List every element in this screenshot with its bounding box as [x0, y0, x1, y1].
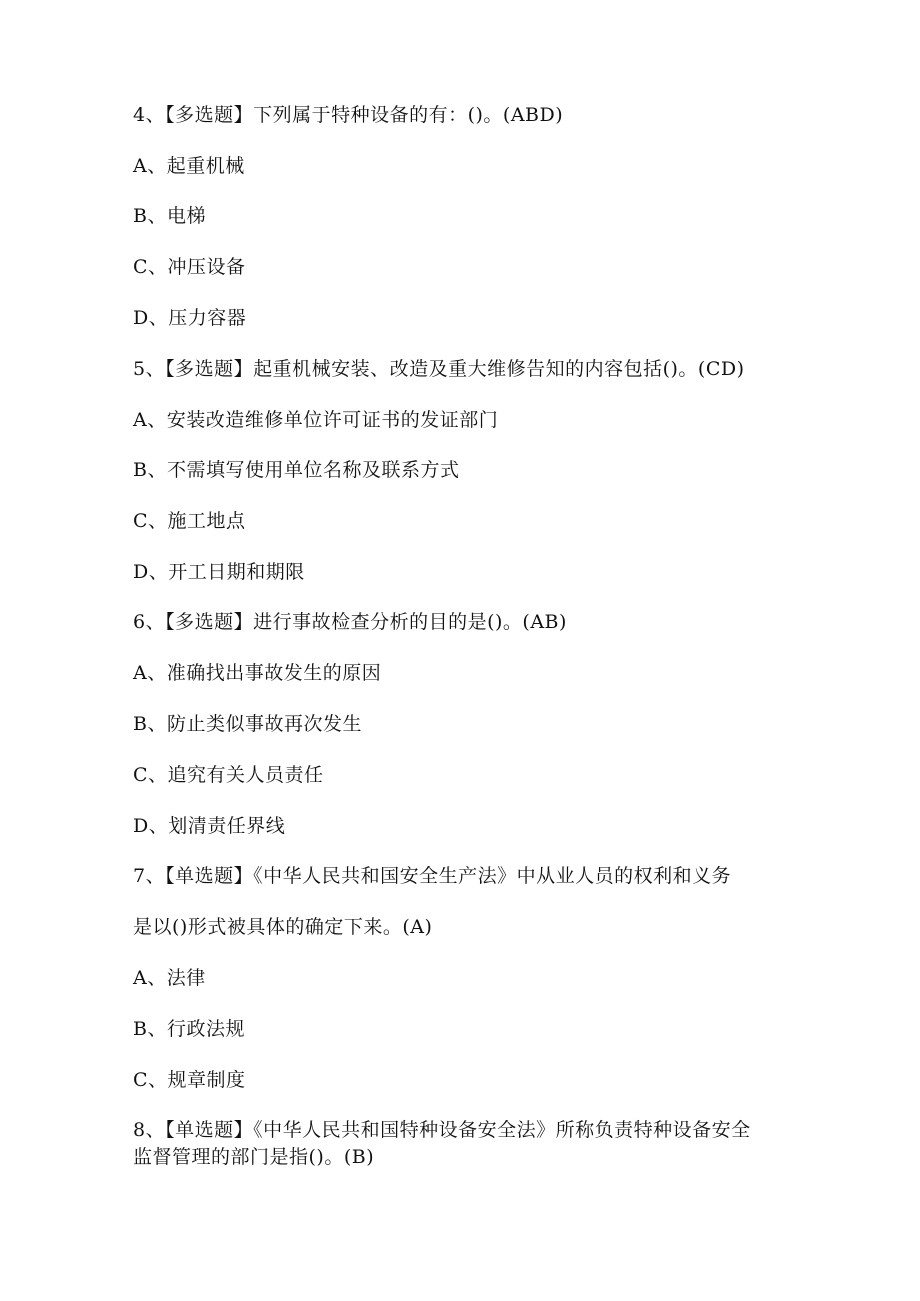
question-5-option-d: D、开工日期和期限 — [133, 561, 305, 583]
question-4-option-b: B、电梯 — [133, 205, 206, 227]
question-6-option-b: B、防止类似事故再次发生 — [133, 713, 362, 735]
question-4-option-c: C、冲压设备 — [133, 256, 246, 278]
question-6-option-a: A、准确找出事故发生的原因 — [133, 662, 382, 684]
question-6-option-d: D、划清责任界线 — [133, 815, 286, 837]
question-4-stem: 4、【多选题】下列属于特种设备的有：()。(ABD) — [133, 104, 564, 126]
question-4-option-a: A、起重机械 — [133, 155, 245, 177]
question-7-option-b: B、行政法规 — [133, 1018, 245, 1040]
question-8-stem-line-1: 8、【单选题】《中华人民共和国特种设备安全法》所称负责特种设备安全 — [133, 1119, 751, 1141]
question-6-option-c: C、追究有关人员责任 — [133, 764, 324, 786]
question-7-stem-line-2: 是以()形式被具体的确定下来。(A) — [133, 916, 433, 938]
question-7-option-c: C、规章制度 — [133, 1069, 246, 1091]
question-5-option-b: B、不需填写使用单位名称及联系方式 — [133, 459, 460, 481]
question-5-stem: 5、【多选题】起重机械安装、改造及重大维修告知的内容包括()。(CD) — [133, 358, 745, 380]
question-7-stem-line-1: 7、【单选题】《中华人民共和国安全生产法》中从业人员的权利和义务 — [133, 865, 732, 887]
question-5-option-c: C、施工地点 — [133, 510, 246, 532]
question-7-option-a: A、法律 — [133, 967, 206, 989]
question-4-option-d: D、压力容器 — [133, 307, 247, 329]
question-6-stem: 6、【多选题】进行事故检查分析的目的是()。(AB) — [133, 611, 567, 633]
question-5-option-a: A、安装改造维修单位许可证书的发证部门 — [133, 409, 499, 431]
question-8-stem-line-2: 监督管理的部门是指()。(B) — [133, 1146, 375, 1168]
